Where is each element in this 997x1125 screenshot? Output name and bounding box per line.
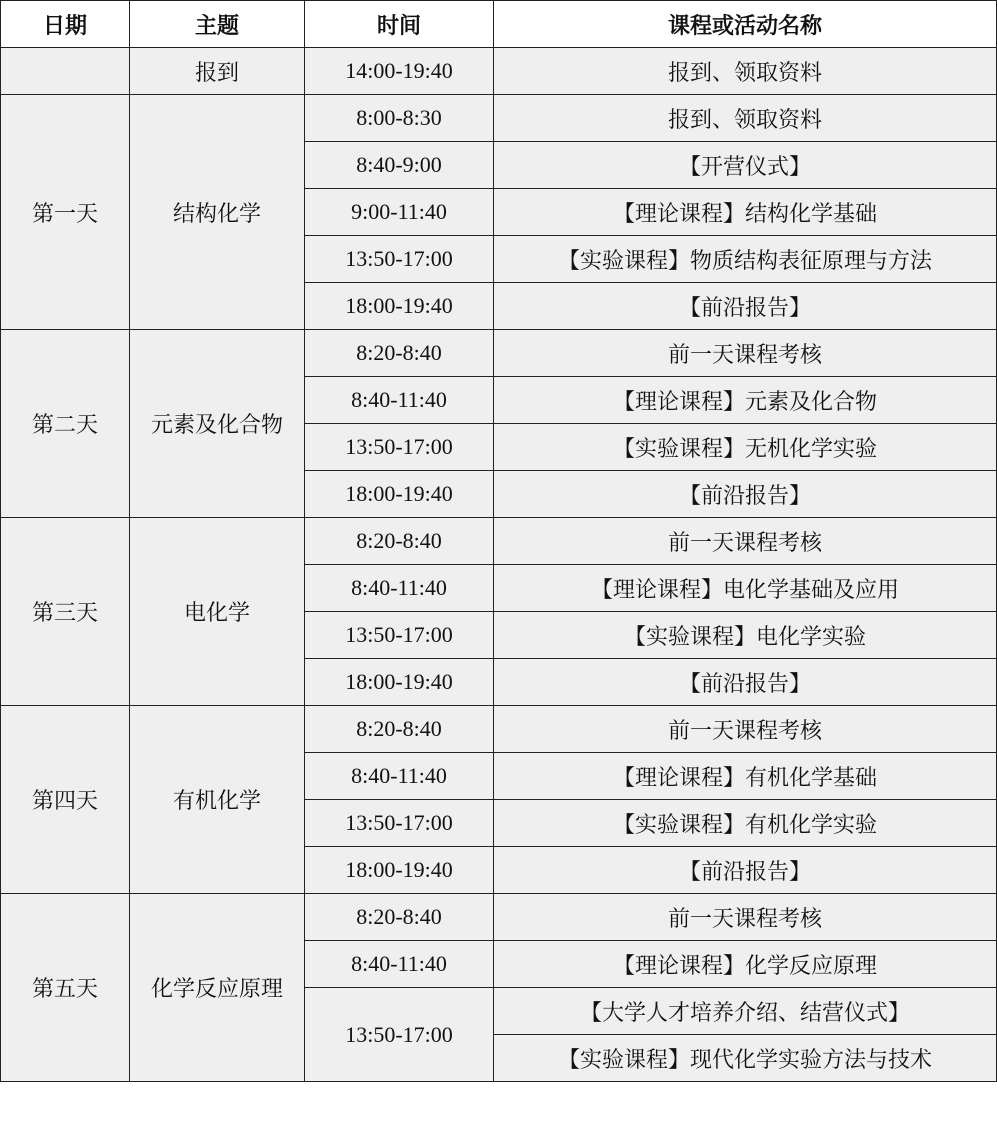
activity-cell: 报到、领取资料 (494, 48, 997, 95)
time-cell: 8:40-11:40 (305, 377, 494, 424)
activity-cell: 【实验课程】有机化学实验 (494, 800, 997, 847)
activity-cell: 【理论课程】元素及化合物 (494, 377, 997, 424)
header-activity: 课程或活动名称 (494, 1, 997, 48)
activity-cell: 【实验课程】现代化学实验方法与技术 (494, 1035, 997, 1082)
table-row (1, 48, 997, 95)
time-cell: 14:00-19:40 (305, 48, 494, 95)
date-cell (1, 48, 130, 95)
activity-cell: 前一天课程考核 (494, 894, 997, 941)
activity-cell: 【实验课程】无机化学实验 (494, 424, 997, 471)
time-cell: 8:40-11:40 (305, 753, 494, 800)
time-cell: 18:00-19:40 (305, 471, 494, 518)
time-cell: 8:00-8:30 (305, 95, 494, 142)
header-row (1, 1, 997, 48)
date-cell: 第三天 (1, 518, 130, 706)
time-cell: 8:40-9:00 (305, 142, 494, 189)
activity-cell: 【理论课程】有机化学基础 (494, 753, 997, 800)
activity-cell: 【实验课程】电化学实验 (494, 612, 997, 659)
activity-cell: 【理论课程】结构化学基础 (494, 189, 997, 236)
header-topic: 主题 (130, 1, 305, 48)
activity-cell: 前一天课程考核 (494, 706, 997, 753)
activity-cell: 【前沿报告】 (494, 847, 997, 894)
activity-cell: 【大学人才培养介绍、结营仪式】 (494, 988, 997, 1035)
activity-cell: 【理论课程】电化学基础及应用 (494, 565, 997, 612)
topic-cell: 电化学 (130, 518, 305, 706)
time-cell: 8:40-11:40 (305, 941, 494, 988)
time-cell: 13:50-17:00 (305, 424, 494, 471)
activity-cell: 【开营仪式】 (494, 142, 997, 189)
table-row (1, 894, 997, 941)
table-row (1, 330, 997, 377)
date-cell: 第一天 (1, 95, 130, 330)
table-row (1, 518, 997, 565)
activity-cell: 前一天课程考核 (494, 518, 997, 565)
date-cell: 第四天 (1, 706, 130, 894)
activity-cell: 【前沿报告】 (494, 471, 997, 518)
activity-cell: 【实验课程】物质结构表征原理与方法 (494, 236, 997, 283)
activity-cell: 【前沿报告】 (494, 659, 997, 706)
topic-cell: 化学反应原理 (130, 894, 305, 1082)
time-cell: 13:50-17:00 (305, 988, 494, 1082)
activity-cell: 【理论课程】化学反应原理 (494, 941, 997, 988)
time-cell: 8:40-11:40 (305, 565, 494, 612)
topic-cell: 报到 (130, 48, 305, 95)
date-cell: 第二天 (1, 330, 130, 518)
time-cell: 8:20-8:40 (305, 518, 494, 565)
topic-cell: 有机化学 (130, 706, 305, 894)
table-row (1, 706, 997, 753)
time-cell: 13:50-17:00 (305, 800, 494, 847)
activity-cell: 【前沿报告】 (494, 283, 997, 330)
table-row (1, 95, 997, 142)
time-cell: 13:50-17:00 (305, 612, 494, 659)
topic-cell: 结构化学 (130, 95, 305, 330)
activity-cell: 前一天课程考核 (494, 330, 997, 377)
time-cell: 9:00-11:40 (305, 189, 494, 236)
topic-cell: 元素及化合物 (130, 330, 305, 518)
date-cell: 第五天 (1, 894, 130, 1082)
time-cell: 18:00-19:40 (305, 659, 494, 706)
time-cell: 13:50-17:00 (305, 236, 494, 283)
time-cell: 8:20-8:40 (305, 894, 494, 941)
time-cell: 18:00-19:40 (305, 847, 494, 894)
header-time: 时间 (305, 1, 494, 48)
header-date: 日期 (1, 1, 130, 48)
activity-cell: 报到、领取资料 (494, 95, 997, 142)
time-cell: 8:20-8:40 (305, 706, 494, 753)
time-cell: 18:00-19:40 (305, 283, 494, 330)
time-cell: 8:20-8:40 (305, 330, 494, 377)
